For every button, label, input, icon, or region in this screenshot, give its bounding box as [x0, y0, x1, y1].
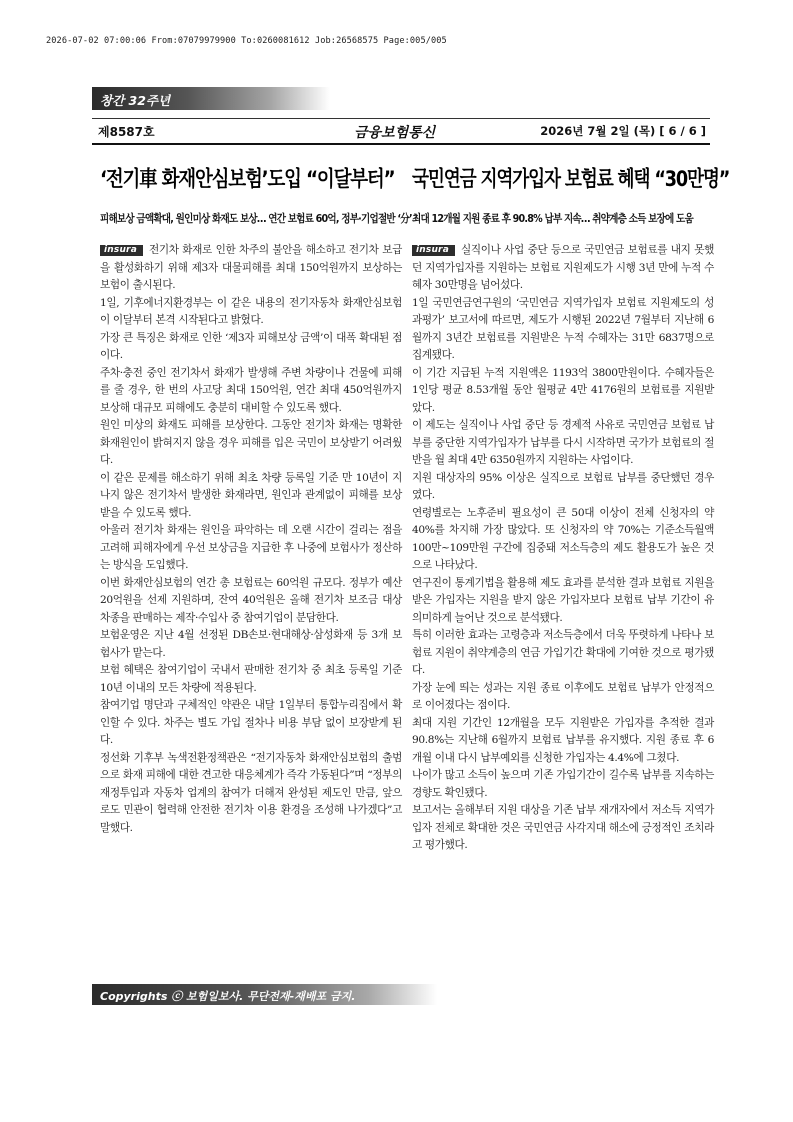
paragraph-text: 실직이나 사업 중단 등으로 국민연금 보험료를 내지 못했던 지역가입자를 지원하는 보험료 지원제도가 시행 3년 만에 누적 수혜자 30만명을 넘어섰다. — [412, 244, 714, 291]
article-paragraph: 지원 대상자의 95% 이상은 실직으로 보험료 납부를 중단했던 경우였다. — [412, 471, 714, 501]
article-subhead-ev-insurance: 피해보상 금액확대, 원인미상 화재도 보상… 연간 보험료 60억, 정부·기업절반 ‘分’ — [100, 212, 412, 225]
masthead — [92, 118, 710, 145]
anniversary-label: 창간 32주년 — [100, 93, 171, 108]
article-paragraph: 보고서는 올해부터 지원 대상을 기존 납부 재개자에서 저소득 지역가입자 전체로 확대한 것은 국민연금 사각지대 해소에 긍정적인 조치라고 평가했다. — [412, 804, 714, 851]
article-paragraph — [100, 242, 402, 295]
article-paragraph: 이 기간 지급된 누적 지원액은 1193억 3800만원이다. 수혜자들은 1인당 평균 8.53개월 동안 월평균 4만 4176원의 보험료를 지원받았다. — [412, 366, 714, 414]
article-paragraph: 이번 화재안심보험의 연간 총 보험료는 60억원 규모다. 정부가 예산 20억원을 선제 지원하며, 잔여 40억원은 올해 전기차 보조금 대상 차종을 판매하는 제작·수입사 중 참여기업이 분담한다. — [100, 576, 402, 624]
article-paragraph: 연령별로는 노후준비 필요성이 큰 50대 이상이 전체 신청자의 약 40%를 차지해 가장 많았다. 또 신청자의 약 70%는 기준소득월액 100만~109만원 구간에 집중돼 저소득층의 제도 활용도가 높은 것으로 나타났다. — [412, 506, 714, 571]
article-paragraph: 1일 국민연금연구원의 ‘국민연금 지역가입자 보험료 지원제도의 성과평가’ 보고서에 따르면, 제도가 시행된 2022년 7월부터 지난해 6월까지 3년간 보험료를 지원받은 누적 수혜자는 31만 6837명으로 집계됐다. — [412, 296, 714, 361]
article-paragraph: 이 제도는 실직이나 사업 중단 등 경제적 사유로 국민연금 보험료 납부를 중단한 지역가입자가 납부를 다시 시작하면 국가가 보험료의 절반을 월 최대 4만 6350원까지 지원하는 사업이다. — [412, 419, 714, 466]
article-paragraph — [412, 242, 714, 295]
paper-name: 금융보험통신 — [354, 125, 436, 141]
date-page-info: 2026년 7월 2일 (목) [ 6 / 6 ] — [540, 124, 706, 138]
article-paragraph: 연구진이 통계기법을 활용해 제도 효과를 분석한 결과 보험료 지원을 받은 가입자는 지원을 받지 않은 가입자보다 보험료 납부 기간이 유의미하게 늘어난 것으로 분석됐다. — [412, 576, 714, 624]
article-paragraph: 1일, 기후에너지환경부는 이 같은 내용의 전기자동차 화재안심보험이 이달부터 본격 시작된다고 밝혔다. — [100, 296, 402, 326]
article-headline-pension: 국민연금 지역가입자 보험료 혜택 “30만명” — [412, 167, 730, 192]
article-paragraph: 아울러 전기차 화재는 원인을 파악하는 데 오랜 시간이 걸리는 점을 고려해 피해자에게 우선 보상금을 지급한 후 나중에 보험사가 정산하는 방식을 도입했다. — [100, 524, 402, 571]
article-paragraph: 원인 미상의 화재도 피해를 보상한다. 그동안 전기차 화재는 명확한 화재원인이 밝혀지지 않을 경우 피해를 입은 국민이 보상받기 어려웠다. — [100, 419, 402, 466]
article-paragraph: 가장 큰 특징은 화재로 인한 ‘제3자 피해보상 금액’이 대폭 확대된 점이다. — [100, 331, 402, 361]
article-paragraph: 보험운영은 지난 4월 선정된 DB손보·현대해상·삼성화재 등 3개 보험사가 맡는다. — [100, 629, 402, 659]
article-paragraph: 참여기업 명단과 구체적인 약관은 내달 1일부터 통합누리집에서 확인할 수 있다. 차주는 별도 가입 절차나 비용 부담 없이 보장받게 된다. — [100, 699, 402, 746]
article-paragraph: 가장 눈에 띄는 성과는 지원 종료 이후에도 보험료 납부가 안정적으로 이어졌다는 점이다. — [412, 681, 714, 711]
source-tag: insura — [100, 245, 143, 256]
source-tag: insura — [412, 245, 455, 256]
paragraph-text: 전기차 화재로 인한 차주의 불안을 해소하고 전기차 보급을 활성화하기 위해 제3자 대물피해를 최대 150억원까지 보상하는 보험이 출시된다. — [100, 244, 402, 291]
article-paragraph: 주차·충전 중인 전기차서 화재가 발생해 주변 차량이나 건물에 피해를 줄 경우, 한 번의 사고당 최대 150억원, 연간 최대 450억원까지 보상해 대규모 피해에도 충분히 대비할 수 있도록 했다. — [100, 366, 402, 414]
fax-transmission-header: 2026-07-02 07:00:06 From:07079979900 To:0260081612 Job:26568575 Page:005/005 — [46, 36, 447, 46]
article-body-ev-insurance — [100, 242, 402, 837]
article-subhead-pension: 최대 12개월 지원 종료 후 90.8% 납부 지속… 취약계층 소득 보장에 도움 — [412, 212, 693, 225]
issue-number: 제8587호 — [98, 125, 155, 139]
copyright-notice: Copyrights ⓒ 보험일보사. 무단전재-재배포 금지. — [100, 990, 356, 1003]
article-paragraph: 이 같은 문제를 해소하기 위해 최초 차량 등록일 기준 만 10년이 지나지 않은 전기차서 발생한 화재라면, 원인과 관계없이 피해를 보상받을 수 있도록 했다. — [100, 471, 402, 519]
article-paragraph: 정선화 기후부 녹색전환정책관은 “전기자동차 화재안심보험의 출범으로 화재 피해에 대한 견고한 대응체계가 즉각 가동된다”며 “정부의 재정투입과 자동차 업계의 참여가 더해져 완성된 제도인 만큼, 앞으로도 민관이 협력해 안전한 전기차 이용 환경을 조성해 나가겠다”고 말했다. — [100, 751, 402, 834]
article-paragraph: 보험 혜택은 참여기업이 국내서 판매한 전기차 중 최초 등록일 기준 10년 이내의 모든 차량에 적용된다. — [100, 664, 402, 694]
copyright-banner — [92, 984, 437, 1005]
article-headline-ev-insurance: ‘전기車 화재안심보험’도입 “이달부터” — [100, 167, 395, 192]
article-paragraph: 나이가 많고 소득이 높으며 기존 가입기간이 길수록 납부를 지속하는 경향도 확인됐다. — [412, 769, 714, 799]
article-paragraph: 최대 지원 기간인 12개월을 모두 지원받은 가입자를 추적한 결과 90.8%는 지난해 6월까지 보험료 납부를 유지했다. 지원 종료 후 6개월 이내 다시 납부예외를 신청한 가입자는 4.4%에 그쳤다. — [412, 716, 714, 764]
article-paragraph: 특히 이러한 효과는 고령층과 저소득층에서 더욱 뚜렷하게 나타나 보험료 지원이 취약계층의 연금 가입기간 확대에 기여한 것으로 평가됐다. — [412, 629, 714, 676]
anniversary-banner — [92, 87, 330, 110]
article-body-pension — [412, 242, 714, 855]
